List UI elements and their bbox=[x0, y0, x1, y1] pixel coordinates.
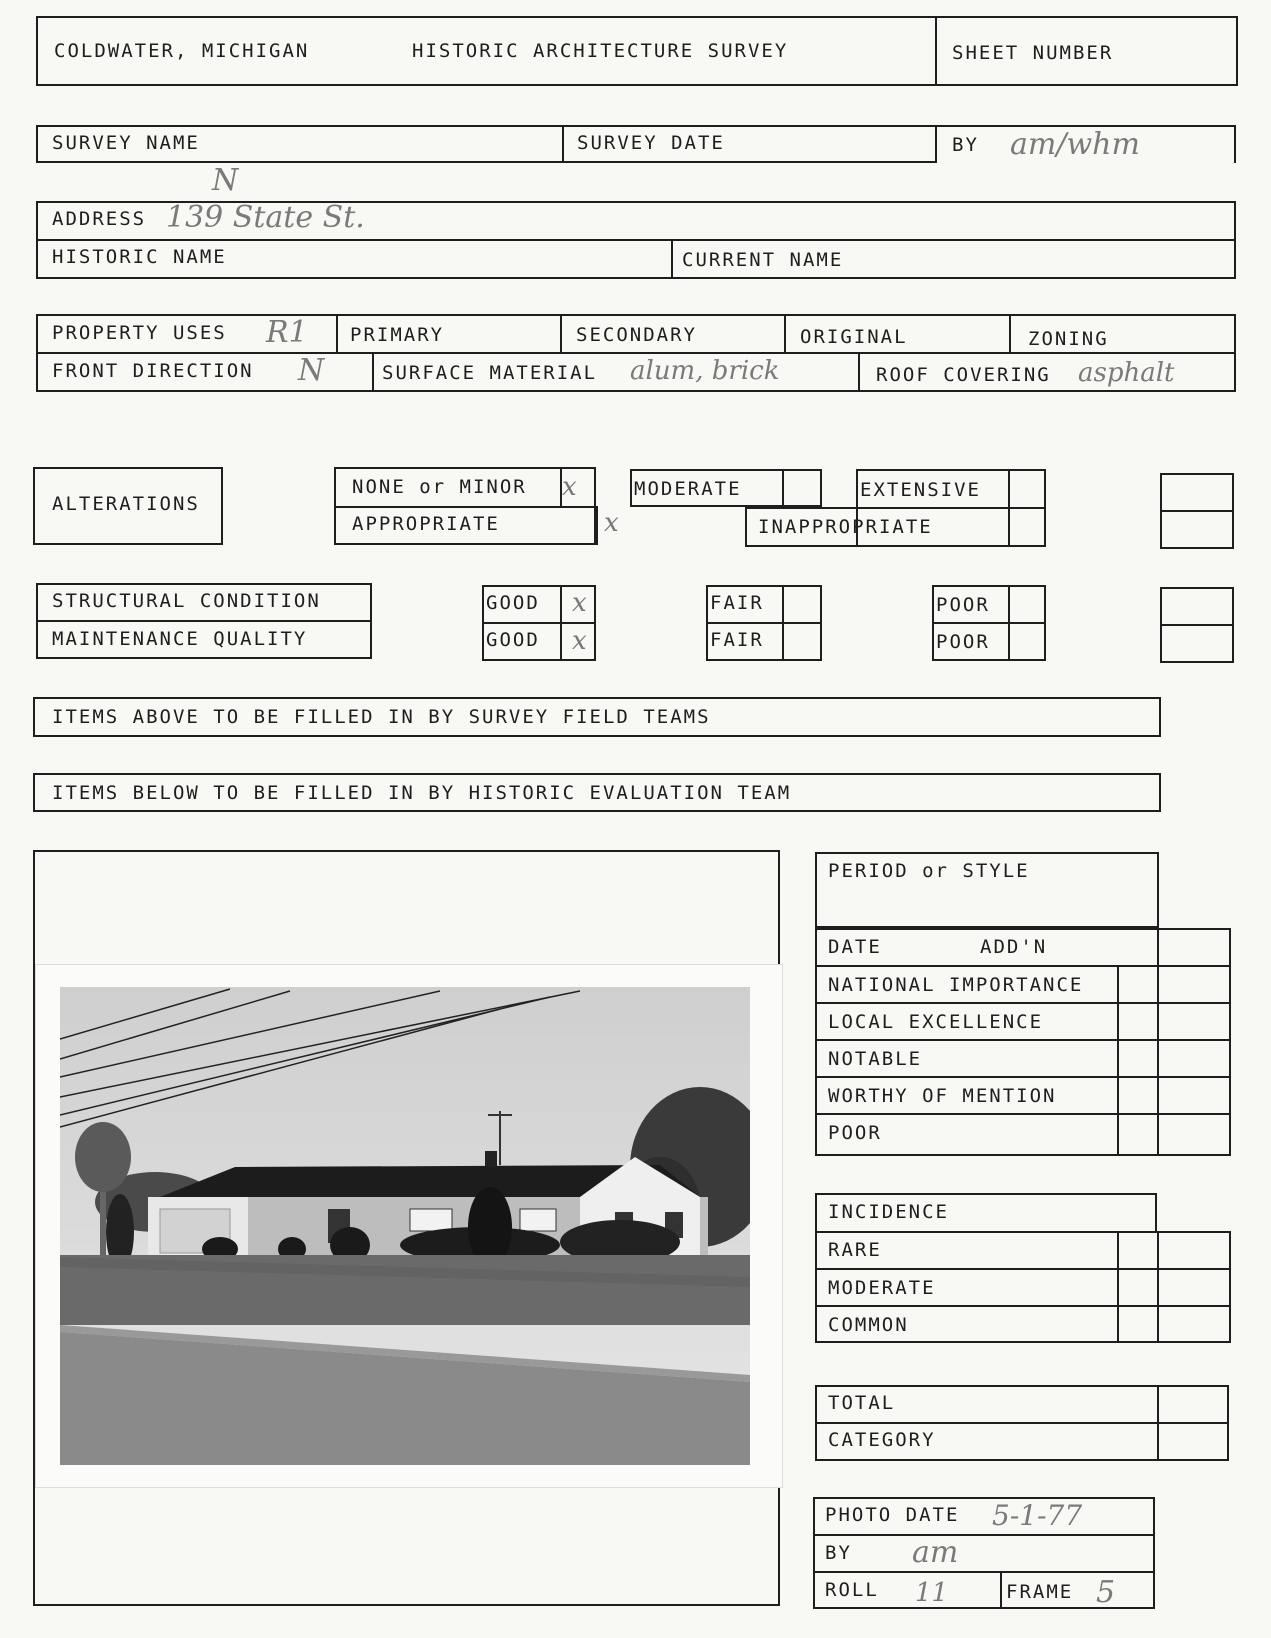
eval-row-notable: NOTABLE bbox=[828, 1048, 923, 1070]
eval-row-poor: POOR bbox=[828, 1122, 882, 1144]
address-div bbox=[671, 239, 673, 279]
photo-by-value: am bbox=[912, 1535, 959, 1570]
note-below-bottom bbox=[33, 810, 1161, 812]
note-below-right bbox=[1159, 773, 1161, 811]
survey-left-line bbox=[36, 125, 38, 163]
incidence-label: INCIDENCE bbox=[828, 1201, 949, 1223]
primary-label: PRIMARY bbox=[350, 324, 445, 346]
note-above-bottom bbox=[33, 735, 1161, 737]
property-div5 bbox=[372, 352, 374, 392]
inappropriate-label: INAPPROPRIATE bbox=[758, 516, 933, 538]
structural-good-mark: x bbox=[572, 588, 587, 618]
eval-row-line-1 bbox=[815, 965, 1231, 967]
survey-by-label: BY bbox=[952, 134, 979, 156]
property-uses-label: PROPERTY USES bbox=[52, 322, 227, 344]
property-div4 bbox=[1009, 314, 1011, 352]
eval-row-line-3 bbox=[815, 1039, 1231, 1041]
survey-right-line bbox=[1234, 125, 1236, 163]
current-name-label: CURRENT NAME bbox=[682, 249, 844, 271]
poor-mid bbox=[932, 622, 1046, 624]
inappropriate-bottom bbox=[745, 545, 857, 547]
moderate-label: MODERATE bbox=[634, 478, 742, 500]
sheet-number-label: SHEET NUMBER bbox=[952, 42, 1114, 64]
maintenance-poor-label: POOR bbox=[936, 631, 990, 653]
incidence-col-2 bbox=[1157, 1231, 1159, 1343]
property-div6 bbox=[858, 352, 860, 392]
property-div2 bbox=[560, 314, 562, 352]
photo-frame-left bbox=[33, 850, 35, 1606]
none-minor-mark: x bbox=[562, 472, 577, 502]
extensive-mid bbox=[745, 507, 1046, 509]
structural-condition-label: STRUCTURAL CONDITION bbox=[52, 590, 321, 612]
incidence-line-1 bbox=[815, 1268, 1231, 1270]
good-div bbox=[560, 585, 562, 661]
eval-col-2 bbox=[1157, 928, 1159, 1156]
roof-covering-label: ROOF COVERING bbox=[876, 364, 1051, 386]
note-below-left bbox=[33, 773, 35, 811]
fair-div bbox=[782, 585, 784, 661]
roll-value: 11 bbox=[915, 1578, 949, 1608]
surface-material-value: alum, brick bbox=[630, 356, 780, 386]
eval-row-local: LOCAL EXCELLENCE bbox=[828, 1011, 1044, 1033]
alterations-label: ALTERATIONS bbox=[52, 493, 200, 515]
fair-mid bbox=[706, 622, 822, 624]
incidence-common: COMMON bbox=[828, 1314, 909, 1336]
note-above-right bbox=[1159, 697, 1161, 735]
secondary-label: SECONDARY bbox=[576, 324, 697, 346]
eval-col-1 bbox=[1117, 965, 1119, 1156]
condition-mid bbox=[36, 620, 372, 622]
frame-label: FRAME bbox=[1006, 1581, 1074, 1603]
eval-row-line-4 bbox=[815, 1076, 1231, 1078]
note-above-top bbox=[33, 697, 1161, 699]
frame-value: 5 bbox=[1096, 1575, 1116, 1610]
survey-bottom-line bbox=[36, 161, 936, 163]
poor-div bbox=[1008, 585, 1010, 661]
original-label: ORIGINAL bbox=[800, 326, 908, 348]
incidence-moderate: MODERATE bbox=[828, 1277, 936, 1299]
survey-div1 bbox=[562, 125, 564, 163]
eval-row-line-5 bbox=[815, 1113, 1231, 1115]
structural-good-label: GOOD bbox=[486, 592, 540, 614]
none-minor-label: NONE or MINOR bbox=[352, 476, 527, 498]
property-div3 bbox=[784, 314, 786, 352]
inappropriate-left bbox=[745, 507, 747, 547]
appropriate-label: APPROPRIATE bbox=[352, 513, 500, 535]
maintenance-fair-label: FAIR bbox=[710, 629, 764, 651]
photo-info-line-1 bbox=[813, 1534, 1155, 1536]
structural-poor-label: POOR bbox=[936, 594, 990, 616]
eval-row-line-2 bbox=[815, 1002, 1231, 1004]
total-label: TOTAL bbox=[828, 1392, 896, 1414]
condition-score-mid bbox=[1160, 624, 1234, 626]
form-title: HISTORIC ARCHITECTURE SURVEY bbox=[412, 40, 789, 62]
address-label: ADDRESS bbox=[52, 208, 147, 230]
zoning-label: ZONING bbox=[1028, 328, 1109, 350]
note-above: ITEMS ABOVE TO BE FILLED IN BY SURVEY FIELD TEAMS bbox=[52, 706, 711, 728]
note-above-left bbox=[33, 697, 35, 735]
address-value: 139 State St. bbox=[166, 200, 365, 235]
good-mid bbox=[482, 622, 596, 624]
city-label: COLDWATER, MICHIGAN bbox=[54, 40, 310, 62]
incidence-rare: RARE bbox=[828, 1239, 882, 1261]
incidence-col-1 bbox=[1117, 1231, 1119, 1343]
moderate-div bbox=[782, 469, 784, 507]
appropriate-mark: x bbox=[604, 508, 619, 538]
eval-row-worthy: WORTHY OF MENTION bbox=[828, 1085, 1057, 1107]
total-col bbox=[1157, 1385, 1159, 1461]
house-photo bbox=[36, 965, 782, 1487]
survey-date-label: SURVEY DATE bbox=[577, 132, 725, 154]
maintenance-good-label: GOOD bbox=[486, 629, 540, 651]
historic-name-label: HISTORIC NAME bbox=[52, 246, 227, 268]
property-div1 bbox=[336, 314, 338, 352]
house-photo-image bbox=[60, 987, 750, 1465]
photo-info-col bbox=[1000, 1571, 1002, 1609]
survey-div2 bbox=[935, 125, 937, 163]
extensive-div bbox=[1008, 469, 1010, 547]
none-minor-mid bbox=[334, 506, 596, 508]
roll-label: ROLL bbox=[825, 1579, 879, 1601]
structural-fair-label: FAIR bbox=[710, 592, 764, 614]
incidence-line-2 bbox=[815, 1305, 1231, 1307]
total-mid bbox=[815, 1422, 1229, 1424]
alterations-score-mid bbox=[1160, 510, 1234, 512]
note-below-top bbox=[33, 773, 1161, 775]
surface-material-label: SURFACE MATERIAL bbox=[382, 362, 598, 384]
note-below: ITEMS BELOW TO BE FILLED IN BY HISTORIC EVALUATION TEAM bbox=[52, 782, 792, 804]
front-direction-value: N bbox=[298, 353, 325, 388]
eval-addn-label: ADD'N bbox=[980, 936, 1048, 958]
photo-by-label: BY bbox=[825, 1542, 852, 1564]
eval-row-national: NATIONAL IMPORTANCE bbox=[828, 974, 1084, 996]
photo-info-line-2 bbox=[813, 1571, 1155, 1573]
photo-frame-bottom bbox=[33, 1604, 780, 1606]
extensive-label: EXTENSIVE bbox=[860, 479, 981, 501]
period-style-label: PERIOD or STYLE bbox=[828, 860, 1030, 882]
property-uses-value: R1 bbox=[266, 315, 308, 350]
category-label: CATEGORY bbox=[828, 1429, 936, 1451]
photo-date-label: PHOTO DATE bbox=[825, 1504, 960, 1526]
front-direction-label: FRONT DIRECTION bbox=[52, 360, 254, 382]
eval-date-label: DATE bbox=[828, 936, 882, 958]
address-mid-line bbox=[36, 239, 1236, 241]
survey-name-label: SURVEY NAME bbox=[52, 132, 200, 154]
address-note: N bbox=[212, 163, 239, 198]
appropriate-div bbox=[596, 506, 598, 545]
header-divider bbox=[935, 16, 937, 86]
maintenance-quality-label: MAINTENANCE QUALITY bbox=[52, 628, 308, 650]
photo-date-value: 5-1-77 bbox=[992, 1499, 1083, 1532]
property-mid-line bbox=[36, 352, 1236, 354]
survey-by-value: am/whm bbox=[1010, 127, 1140, 162]
photo-frame-top bbox=[33, 850, 780, 852]
maintenance-good-mark: x bbox=[572, 626, 587, 656]
roof-covering-value: asphalt bbox=[1078, 358, 1175, 388]
